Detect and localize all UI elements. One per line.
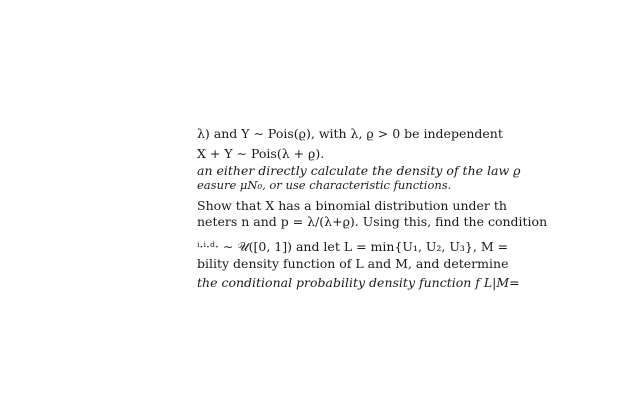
document-excerpt: [197, 120, 548, 290]
text-line-9: the conditional probability density function f L|M=: [197, 275, 520, 290]
text-line-5: Show that X has a binomial distribution under th: [197, 198, 507, 213]
text-line-6: neters n and p = λ/(λ+ϱ). Using this, find the condition: [197, 214, 548, 229]
text-line-3: an either directly calculate the density of the law ϱ: [197, 163, 521, 178]
text-line-4: easure μN₀, or use characteristic functions.: [197, 178, 452, 192]
text-line-8: bility density function of L and M, and determine: [197, 256, 509, 271]
text-line-1: λ) and Y ∼ Pois(ϱ), with λ, ϱ > 0 be independent: [197, 126, 503, 141]
text-line-2: X + Y ∼ Pois(λ + ϱ).: [197, 146, 325, 161]
text-line-7: ⁱ·ⁱ·ᵈ· ∼ 𝒰([0, 1]) and let L = min{U₁, U₂, U₃}, M =: [197, 239, 509, 254]
